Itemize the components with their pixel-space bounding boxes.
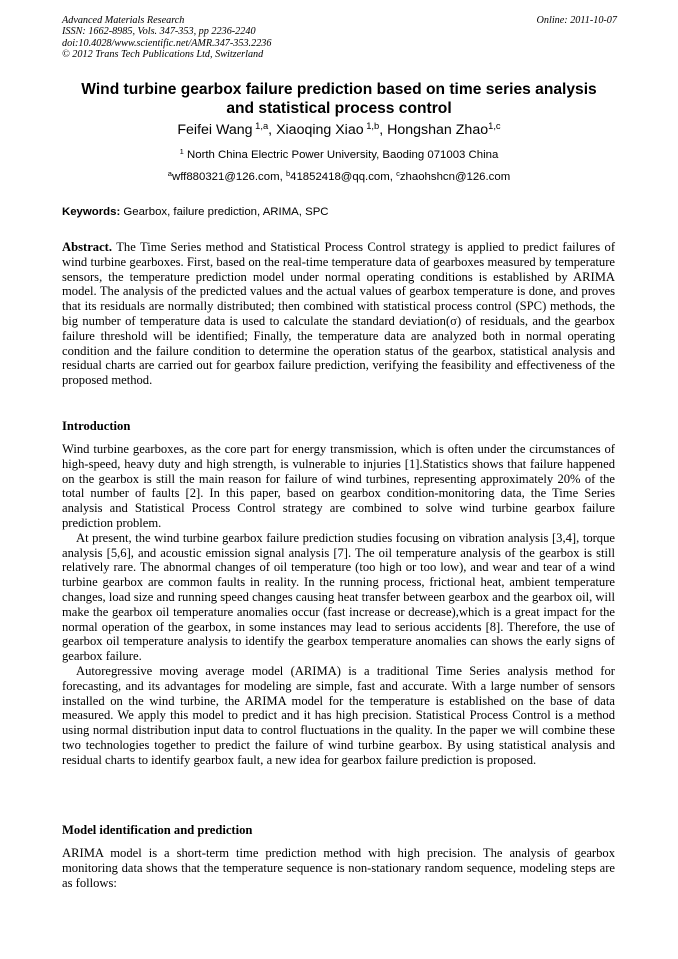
author-3: Hongshan Zhao [387, 122, 489, 138]
title-line-2: and statistical process control [226, 100, 452, 117]
journal-issn: ISSN: 1662-8985, Vols. 347-353, pp 2236-2240 [62, 26, 256, 38]
author-1-sup: 1,a [252, 120, 269, 131]
keywords [62, 206, 617, 218]
intro-paragraph-2: At present, the wind turbine gearbox failure prediction studies focusing on vibration analysis [3,4], torque analysis [5,6], and acoustic emission signal analysis [7]. The oil temperature analysis of the gearbox is still relatively rare. The abnormal changes of oil temperature (too high or too low), and wear and tear of a wind turbine gearbox are common faults in reality. In the running process, frictional heat, ambient temperature changes, load size and running speed changes causing heat transfer between gearbox and the gearbox oil, will make the gearbox oil temperature anomalies occur (fast increase or decrease),which is a great impact for the normal operation of the gearbox, in some instances may lead to serious accidents [8]. Therefore, the use of gearbox oil temperature analysis to identify the gearbox temperature anomalies can shows the early signs of gearbox failure. [62, 530, 615, 664]
author-1: Feifei Wang [177, 122, 253, 138]
introduction-body [62, 442, 615, 768]
email-b: 41852418@qq.com [290, 171, 390, 183]
email-a-sup: a [167, 168, 172, 178]
intro-paragraph-3: Autoregressive moving average model (ARIMA) is a traditional Time Series analysis method for forecasting, and its advantages for modeling are simple, fast and accurate. With a large number of sensors installed on the wind turbine, the ARIMA model for the temperature is established on the base of data measured. We apply this model to predict and it has high precision. Statistical Process Control is a method using normal distribution input data to control fluctuations in the quality. In the paper we will combine these two technologies together to predict the failure of wind turbine gearbox. By using statistical analysis and residual charts to identify gearbox fault, a new idea for gearbox failure prediction is proposed. [62, 663, 615, 767]
model-section-body [62, 846, 615, 890]
email-c: zhaohshcn@126.com [399, 171, 511, 183]
abstract-label: Abstract. [62, 240, 113, 254]
author-3-sup: 1,c [488, 120, 501, 131]
author-2-sup: 1,b [363, 120, 380, 131]
keywords-text: Gearbox, failure prediction, ARIMA, SPC [123, 206, 329, 218]
paper-title [40, 80, 638, 118]
author-list: Feifei Wang $^{1,a}$, Xiaoqing Xiao $^{1,b}$, Hongshan Zhao$^{1,c}$ [177, 120, 501, 138]
abstract [62, 240, 615, 388]
online-date: Online: 2011-10-07 [536, 15, 617, 26]
journal-name: Advanced Materials Research [62, 15, 185, 26]
affiliation [40, 146, 638, 161]
journal-header [62, 15, 617, 61]
journal-copyright: © 2012 Trans Tech Publications Ltd, Switzerland [62, 49, 264, 61]
affiliation-sup: 1 [179, 146, 184, 156]
email-c-sup: c [396, 168, 400, 178]
abstract-text: The Time Series method and Statistical Process Control strategy is applied to predict failures of wind turbine gearboxes. First, based on the real-time temperature data of gearboxes measured by temperature sensors, the temperature prediction model under normal operating conditions is established by ARIMA model. The analysis of the predicted values and the actual values of gearbox temperature is done, and proves that its residuals are normally distributed; then combined with statistical process control (SPC) methods, the big number of temperature data is used to calculate the standard deviation(σ) of residuals, and the gearbox failure threshold will be identified; Finally, the temperature data are analyzed both in normal operating condition and the failure condition to determine the operation status of the gearbox, statistical analysis and residual charts are carried out for gearbox failure prediction, verifying the feasibility and effectiveness of the proposed method. [62, 240, 616, 388]
author-emails: $^a$wff880321@126.com, $^b$41852418@qq.com, $^c$zhaohshcn@126.com [167, 168, 511, 183]
keywords-label: Keywords: [62, 206, 121, 218]
introduction-heading: Introduction [62, 419, 131, 433]
journal-doi: doi:10.4028/www.scientific.net/AMR.347-353.2236 [62, 37, 272, 49]
email-b-sup: b [285, 168, 291, 178]
title-line-1: Wind turbine gearbox failure prediction based on time series analysis [81, 81, 597, 98]
model-section-heading: Model identification and prediction [62, 823, 253, 837]
email-a: wff880321@126.com [171, 171, 280, 183]
author-2: Xiaoqing Xiao [276, 122, 364, 138]
intro-paragraph-1: Wind turbine gearboxes, as the core part for energy transmission, which is often under the circumstances of high-speed, heavy duty and high strength, is vulnerable to injuries [1].Statistics shows that failure happened on the gearbox is still the main reason for failure of wind turbines, representing approximately 20% of the total number of faults [2]. In this paper, based on gearbox condition-monitoring data, the Time Series analysis and Statistical Process Control strategy are combined to solve wind turbine gearbox failure prediction problem. [62, 442, 615, 530]
affiliation-text: North China Electric Power University, Baoding 071003 China [187, 149, 499, 161]
model-paragraph-1: ARIMA model is a short-term time prediction method with high precision. The analysis of gearbox monitoring data shows that the temperature sequence is non-stationary random sequence, modeling steps are as follows: [62, 846, 615, 890]
